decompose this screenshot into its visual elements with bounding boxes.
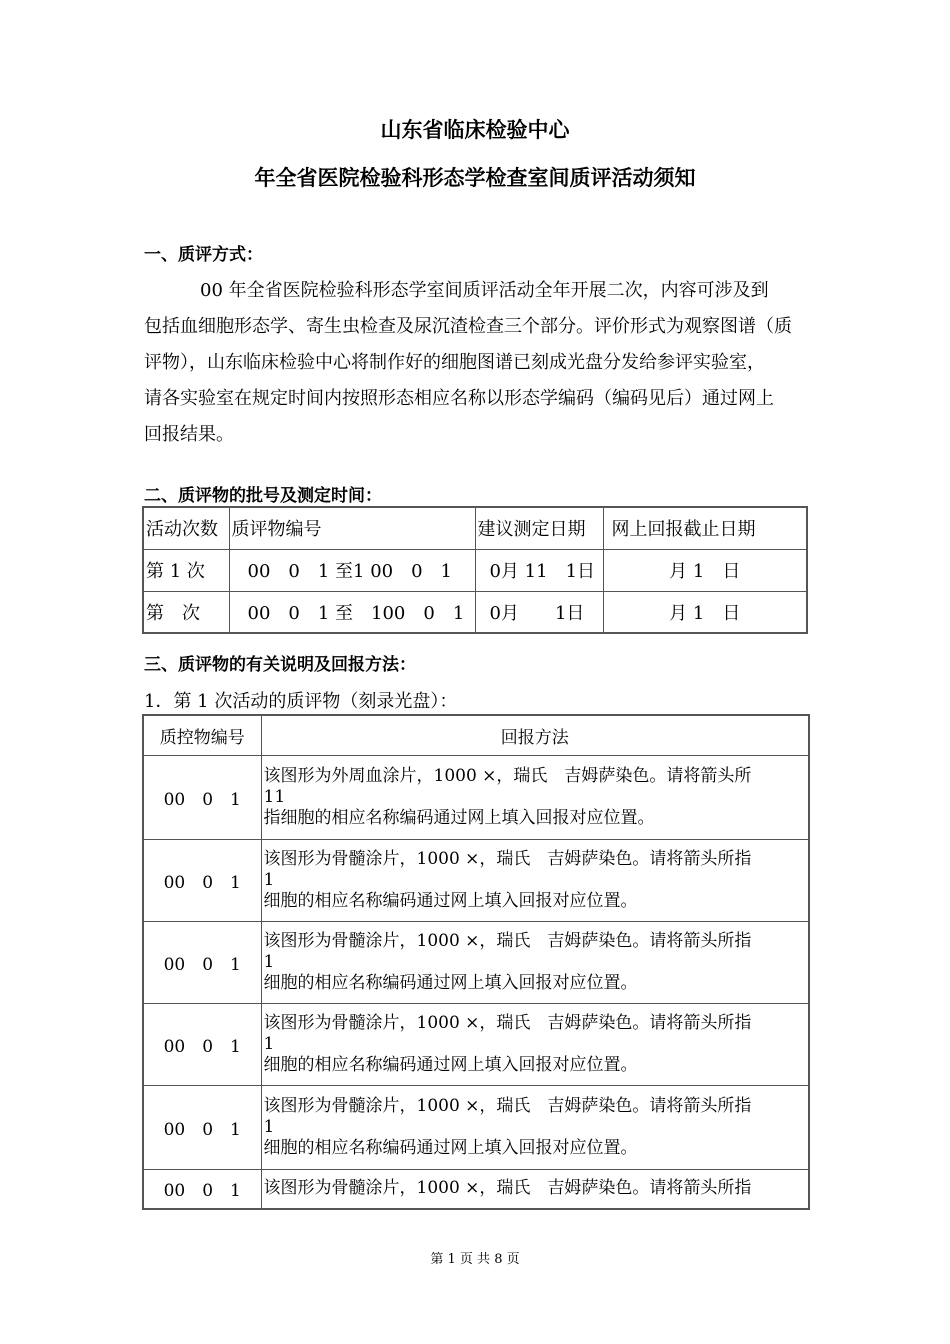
method-cell	[261, 839, 809, 921]
table-cell: 月 1 日	[603, 549, 807, 591]
document-title: 山东省临床检验中心	[380, 118, 570, 142]
method-line: 该图形为骨髓涂片，1000 ×，瑞氏 吉姆萨染色。请将箭头所指	[263, 848, 752, 869]
method-cell	[261, 755, 809, 839]
paragraph-line: 00 年全省医院检验科形态学室间质评活动全年开展二次，内容可涉及到	[200, 280, 769, 301]
table-header-row	[143, 715, 809, 755]
table-header-cell: 质控物编号	[143, 715, 261, 755]
qc-material-table	[142, 714, 810, 1210]
table-row	[143, 755, 809, 839]
table-cell: 0月 11 1日	[475, 549, 603, 591]
table-cell: 月 1 日	[603, 591, 807, 633]
method-cell	[261, 1003, 809, 1085]
qc-code-cell: 00 0 1	[143, 839, 261, 921]
table-header-cell: 回报方法	[261, 715, 809, 755]
table-row	[143, 591, 807, 633]
document-subtitle: 年全省医院检验科形态学检查室间质评活动须知	[254, 166, 696, 190]
section1-paragraph	[144, 273, 808, 453]
method-line: 1	[263, 869, 275, 890]
table-header-row	[143, 507, 807, 549]
method-cell	[261, 1169, 809, 1209]
paragraph-line: 评物），山东临床检验中心将制作好的细胞图谱已刻成光盘分发给参评实验室，	[144, 352, 765, 373]
section2-heading: 二、质评物的批号及测定时间：	[144, 486, 382, 506]
table-header-cell: 质评物编号	[229, 507, 475, 549]
section3-heading: 三、质评物的有关说明及回报方法：	[144, 655, 416, 675]
table-row	[143, 549, 807, 591]
table-header-cell: 网上回报截止日期	[603, 507, 807, 549]
table-cell: 第 1 次	[143, 549, 229, 591]
method-line: 1	[263, 1116, 275, 1137]
section3-subheading: 1．第 1 次活动的质评物（刻录光盘）：	[144, 691, 458, 712]
method-line: 该图形为骨髓涂片，1000 ×，瑞氏 吉姆萨染色。请将箭头所指	[263, 1012, 752, 1033]
table-row	[143, 1085, 809, 1169]
table-cell: 第 次	[143, 591, 229, 633]
method-line: 指细胞的相应名称编码通过网上填入回报对应位置。	[263, 807, 655, 828]
qc-code-cell: 00 0 1	[143, 1169, 261, 1209]
method-line: 细胞的相应名称编码通过网上填入回报对应位置。	[263, 890, 638, 911]
table-row	[143, 1169, 809, 1209]
table-header-cell: 活动次数	[143, 507, 229, 549]
qc-code-cell: 00 0 1	[143, 755, 261, 839]
batch-schedule-table	[142, 506, 808, 634]
method-line: 该图形为外周血涂片，1000 ×，瑞氏 吉姆萨染色。请将箭头所	[263, 765, 752, 786]
method-line: 该图形为骨髓涂片，1000 ×，瑞氏 吉姆萨染色。请将箭头所指	[263, 930, 752, 951]
method-line: 11	[263, 786, 286, 807]
qc-code-cell: 00 0 1	[143, 1085, 261, 1169]
section1-heading: 一、质评方式：	[144, 245, 263, 265]
paragraph-line: 包括血细胞形态学、寄生虫检查及尿沉渣检查三个部分。评价形式为观察图谱（质	[144, 316, 792, 337]
method-line: 细胞的相应名称编码通过网上填入回报对应位置。	[263, 1137, 638, 1158]
method-cell	[261, 1085, 809, 1169]
method-line: 1	[263, 1033, 275, 1054]
method-line: 细胞的相应名称编码通过网上填入回报对应位置。	[263, 1054, 638, 1075]
qc-code-cell: 00 0 1	[143, 921, 261, 1003]
table-row	[143, 1003, 809, 1085]
table-header-cell: 建议测定日期	[475, 507, 603, 549]
method-cell	[261, 921, 809, 1003]
paragraph-line: 请各实验室在规定时间内按照形态相应名称以形态学编码（编码见后）通过网上	[144, 388, 774, 409]
table-cell: 00 0 1 至1 00 0 1	[229, 549, 475, 591]
table-row	[143, 839, 809, 921]
paragraph-line: 回报结果。	[144, 424, 234, 445]
table-row	[143, 921, 809, 1003]
method-line: 该图形为骨髓涂片，1000 ×，瑞氏 吉姆萨染色。请将箭头所指	[263, 1095, 752, 1116]
qc-code-cell: 00 0 1	[143, 1003, 261, 1085]
table-cell: 0月 1日	[475, 591, 603, 633]
page-footer: 第 1 页 共 8 页	[430, 1252, 520, 1267]
method-line: 细胞的相应名称编码通过网上填入回报对应位置。	[263, 972, 638, 993]
method-line: 1	[263, 951, 275, 972]
method-line: 该图形为骨髓涂片，1000 ×，瑞氏 吉姆萨染色。请将箭头所指	[263, 1178, 752, 1199]
table-cell: 00 0 1 至 100 0 1	[229, 591, 475, 633]
